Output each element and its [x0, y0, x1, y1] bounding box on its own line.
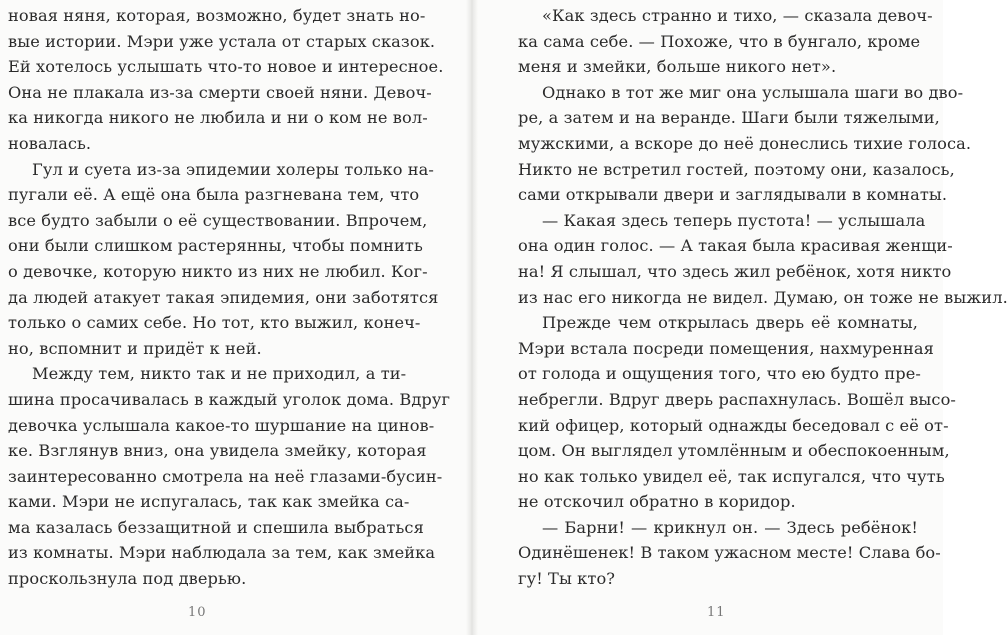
text-line: Между тем, никто так и не приходил, а ти- — [32, 364, 407, 384]
text-line: вые истории. Мэри уже устала от старых сказок. — [8, 31, 436, 51]
text-line: Однако в тот же миг она услышала шаги во дво- — [542, 82, 964, 102]
text-line: кий офицер, который однажды беседовал с её от- — [518, 415, 949, 435]
text-line: — Какая здесь теперь пустота! — услышала — [542, 210, 926, 230]
text-line: они были слишком растерянны, чтобы помнить — [8, 236, 423, 256]
right-page-number: 11 — [707, 605, 726, 620]
right-page-text — [518, 3, 1008, 592]
text-line: проскользнула под дверью. — [8, 569, 247, 589]
text-line: ке. Взглянув вниз, она увидела змейку, которая — [8, 441, 427, 461]
text-line: но, вспомнит и придёт к ней. — [8, 338, 262, 358]
text-line: цом. Он выглядел утомлённым и обеспокоенным, — [518, 441, 950, 461]
text-line: заинтересованно смотрела на неё глазами-бусин- — [8, 466, 443, 486]
text-line: Прежде чем открылась дверь её комнаты, — [542, 313, 918, 333]
text-line: о девочке, которую никто из них не любил. Ког- — [8, 261, 428, 281]
text-line: ре, а затем и на веранде. Шаги были тяжелыми, — [518, 108, 940, 128]
text-line: Она не плакала из-за смерти своей няни. Девоч- — [8, 82, 432, 102]
left-page-text — [8, 3, 451, 592]
text-line: она один голос. — А такая была красивая женщи- — [518, 236, 953, 256]
text-line: — Барни! — крикнул он. — Здесь ребёнок! — [542, 517, 918, 537]
text-line: Мэри встала посреди помещения, нахмуренная — [518, 338, 934, 358]
text-line: только о самих себе. Но тот, кто выжил, конеч- — [8, 313, 421, 333]
text-line: небрегли. Вдруг дверь распахнулась. Вошёл высо- — [518, 389, 956, 409]
text-line: Ей хотелось услышать что-то новое и интересное. — [8, 57, 444, 77]
text-line: да людей атакует такая эпидемия, они заботятся — [8, 287, 439, 307]
text-line: пугали её. А ещё она была разгневана тем, что — [8, 185, 420, 205]
text-line: но как только увидел её, так испугался, что чуть — [518, 466, 945, 486]
text-line: Гул и суета из-за эпидемии холеры только на- — [32, 159, 434, 179]
text-line: из комнаты. Мэри наблюдала за тем, как змейка — [8, 543, 436, 563]
left-page — [0, 0, 471, 635]
left-page-number: 10 — [188, 605, 207, 620]
text-line: не отскочил обратно в коридор. — [518, 492, 796, 512]
text-line: шина просачивалась в каждый уголок дома. Вдруг — [8, 389, 451, 409]
text-line: ка никогда никого не любила и ни о ком не вол- — [8, 108, 428, 128]
text-line: новалась. — [8, 133, 92, 153]
book-gutter — [466, 0, 478, 635]
text-line: ка сама себе. — Похоже, что в бунгало, кроме — [518, 31, 921, 51]
text-line: девочка услышала какое-то шуршание на цинов- — [8, 415, 435, 435]
text-line: все будто забыли о её существовании. Впрочем, — [8, 210, 428, 230]
text-line: Одинёшенек! В таком ужасном месте! Слава бо- — [518, 543, 941, 563]
text-line: из нас его никогда не видел. Думаю, он тоже не выжил. — [518, 287, 1008, 307]
text-line: «Как здесь странно и тихо, — сказала девоч- — [542, 6, 933, 25]
text-line: Никто не встретил гостей, поэтому они, казалось, — [518, 159, 955, 179]
text-line: от голода и ощущения того, что ею будто пре- — [518, 364, 921, 384]
text-line: сами открывали двери и заглядывали в комнаты. — [518, 185, 948, 205]
text-line: новая няня, которая, возможно, будет знать но- — [8, 6, 426, 25]
text-line: гу! Ты кто? — [518, 569, 616, 589]
text-line: мужскими, а вскоре до неё донеслись тихие голоса. — [518, 133, 972, 153]
text-line: ками. Мэри не испугалась, так как змейка са- — [8, 492, 410, 512]
text-line: ма казалась беззащитной и спешила выбраться — [8, 517, 424, 537]
right-page — [471, 0, 1008, 635]
text-line: на! Я слышал, что здесь жил ребёнок, хотя никто — [518, 261, 952, 281]
text-line: меня и змейки, больше никого нет». — [518, 57, 837, 77]
